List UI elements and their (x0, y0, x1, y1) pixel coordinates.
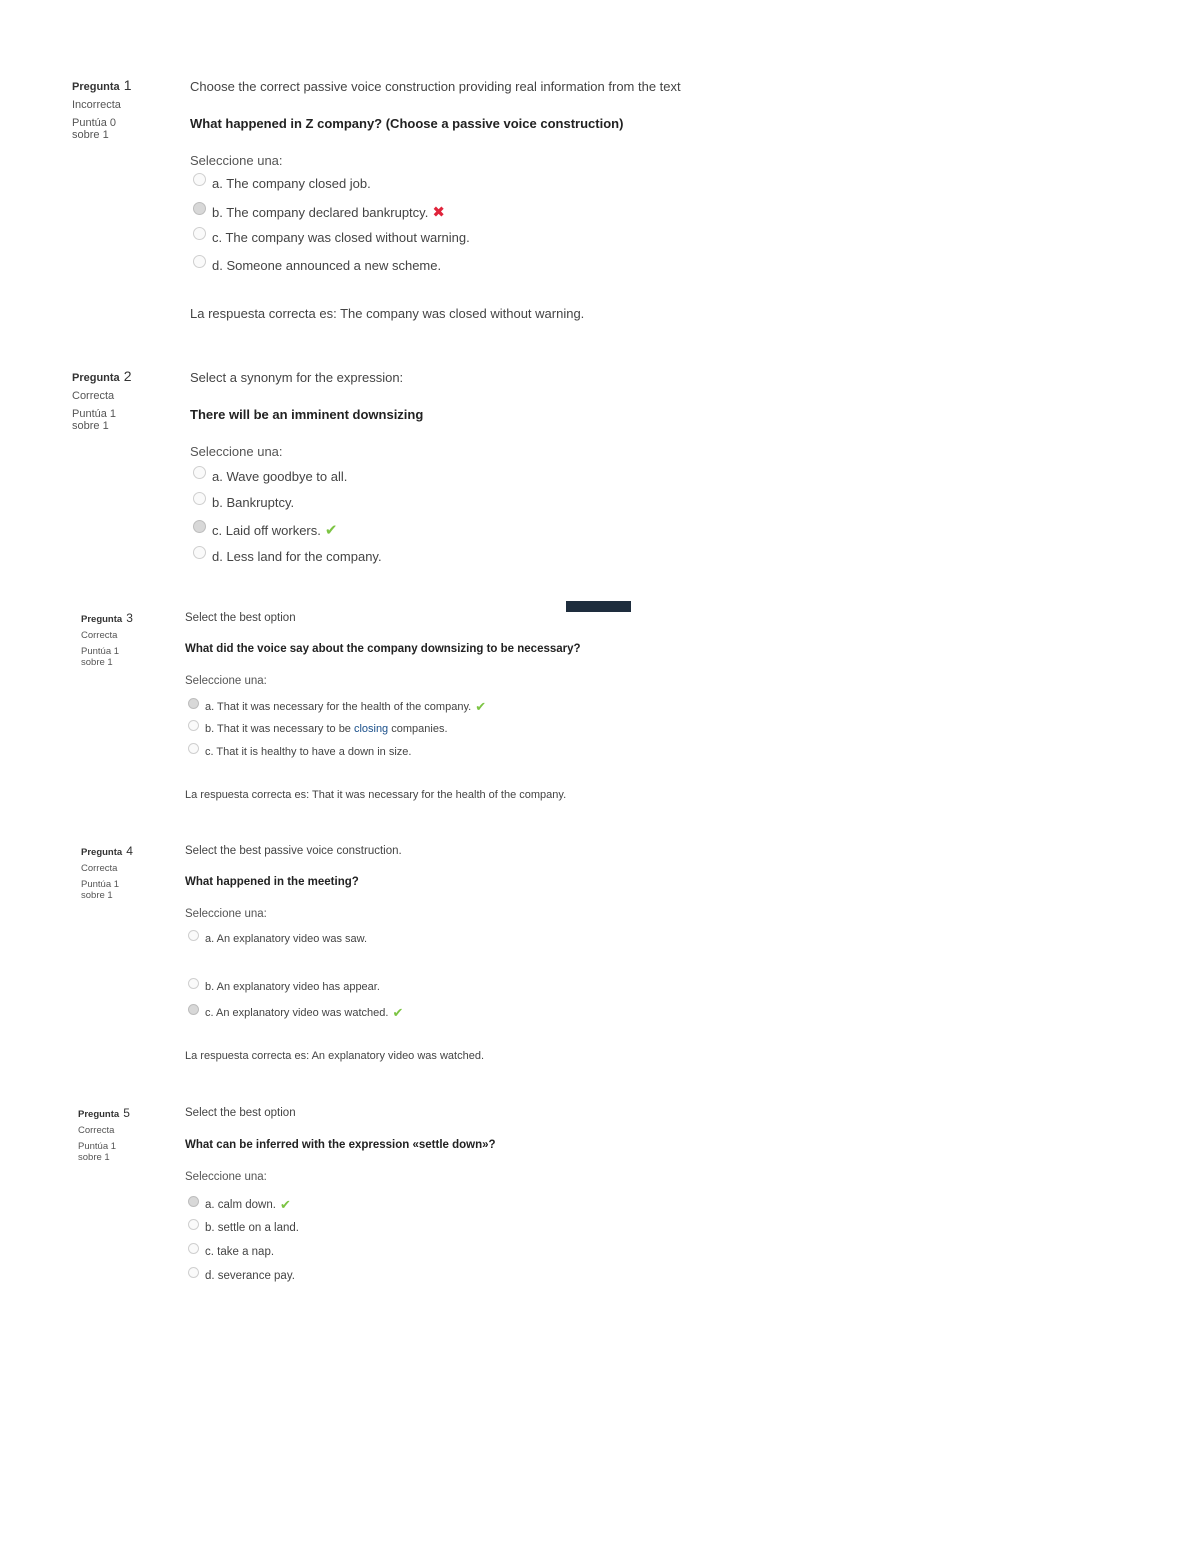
question-info (72, 77, 131, 141)
option-label: a. The company closed job. (212, 176, 371, 191)
correct-icon: ✔ (324, 522, 338, 539)
question-label: Pregunta (72, 372, 120, 384)
question-number (72, 77, 131, 93)
option-label: b. That it was necessary to be (205, 723, 351, 735)
question-label: Pregunta (78, 1109, 120, 1120)
radio-button[interactable] (188, 1243, 199, 1254)
radio-button[interactable] (193, 255, 206, 268)
option-a[interactable] (188, 933, 367, 945)
option-label: a. calm down. (205, 1199, 276, 1211)
question-status: Correcta (72, 390, 115, 402)
option-b[interactable] (188, 723, 448, 735)
question-points: Puntúa 0 sobre 1 (72, 117, 117, 141)
correct-answer-feedback: La respuesta correcta es: An explanatory video was watched. (185, 1050, 485, 1062)
option-label: a. Wave goodbye to all. (212, 469, 348, 484)
correct-icon: ✔ (279, 1197, 291, 1212)
radio-button[interactable] (193, 492, 206, 505)
question-text: What happened in Z company? (Choose a passive voice construction) (190, 116, 624, 131)
question-number (81, 611, 133, 625)
select-label: Seleccione una: (190, 444, 283, 459)
radio-button[interactable] (193, 546, 206, 559)
radio-button[interactable] (193, 173, 206, 186)
question-prompt: Select the best passive voice construction. (185, 845, 402, 857)
option-c[interactable] (188, 746, 411, 758)
option-label: c. take a nap. (205, 1246, 275, 1258)
option-c[interactable] (193, 521, 337, 539)
option-label: a. That it was necessary for the health of the company. (205, 701, 472, 713)
radio-button[interactable] (188, 1219, 199, 1230)
option-a[interactable] (188, 699, 486, 715)
option-c[interactable] (188, 1246, 274, 1258)
option-b[interactable] (188, 1222, 299, 1234)
question-prompt: Select the best option (185, 1107, 296, 1119)
select-label: Seleccione una: (190, 153, 283, 168)
question-num: 2 (123, 368, 132, 384)
radio-button[interactable] (193, 227, 206, 240)
option-label: b. The company declared bankruptcy. (212, 204, 429, 220)
radio-button[interactable] (193, 466, 206, 479)
question-text: What did the voice say about the company downsizing to be necessary? (185, 643, 581, 655)
option-b[interactable] (193, 495, 294, 510)
option-b[interactable] (188, 981, 380, 993)
question-prompt: Select a synonym for the expression: (190, 370, 404, 385)
option-d[interactable] (193, 549, 382, 564)
question-number (72, 368, 131, 384)
question-text: There will be an imminent downsizing (190, 407, 424, 422)
select-label: Seleccione una: (185, 1171, 267, 1183)
option-a[interactable] (193, 469, 347, 484)
question-num: 4 (126, 844, 133, 858)
question-points: Puntúa 1 sobre 1 (81, 646, 120, 668)
radio-button[interactable] (193, 202, 206, 215)
question-label: Pregunta (81, 614, 123, 625)
radio-button[interactable] (188, 978, 199, 989)
question-content (185, 612, 885, 687)
select-label: Seleccione una: (185, 675, 267, 687)
radio-button[interactable] (188, 698, 199, 709)
question-text: What happened in the meeting? (185, 876, 359, 888)
question-points: Puntúa 1 sobre 1 (72, 408, 117, 432)
question-points: Puntúa 1 sobre 1 (78, 1141, 117, 1163)
radio-button[interactable] (188, 1196, 199, 1207)
option-label: d. severance pay. (205, 1270, 295, 1282)
radio-button[interactable] (188, 1004, 199, 1015)
correct-answer-feedback: La respuesta correcta es: The company was closed without warning. (190, 306, 585, 321)
question-status: Correcta (81, 863, 118, 874)
question-info (78, 1106, 130, 1163)
question-num: 3 (126, 611, 133, 625)
option-a[interactable] (188, 1197, 291, 1213)
option-d[interactable] (188, 1270, 295, 1282)
option-c[interactable] (193, 230, 470, 245)
radio-button[interactable] (188, 720, 199, 731)
radio-button[interactable] (188, 743, 199, 754)
option-label: a. An explanatory video was saw. (205, 933, 368, 945)
question-prompt: Select the best option (185, 612, 296, 624)
question-points: Puntúa 1 sobre 1 (81, 879, 120, 901)
question-content (190, 79, 890, 168)
correct-answer-feedback: La respuesta correcta es: That it was necessary for the health of the company. (185, 789, 567, 801)
option-a[interactable] (193, 176, 371, 191)
radio-button[interactable] (188, 1267, 199, 1278)
question-info (81, 611, 133, 668)
incorrect-icon: ✖ (432, 204, 445, 221)
question-number (78, 1106, 130, 1120)
select-label: Seleccione una: (185, 908, 267, 920)
option-label: d. Someone announced a new scheme. (212, 258, 442, 273)
option-label: c. Laid off workers. (212, 522, 321, 538)
option-b[interactable] (193, 203, 445, 221)
option-label: c. That it is healthy to have a down in size. (205, 746, 412, 758)
radio-button[interactable] (193, 520, 206, 533)
correct-icon: ✔ (392, 1005, 404, 1020)
question-content (185, 1107, 885, 1183)
correct-icon: ✔ (475, 699, 487, 714)
option-label: c. The company was closed without warning. (212, 230, 470, 245)
question-num: 1 (123, 77, 132, 93)
question-prompt: Choose the correct passive voice construction providing real information from the text (190, 79, 681, 94)
option-label-tail: companies. (388, 723, 448, 735)
question-status: Correcta (78, 1125, 115, 1136)
question-label: Pregunta (72, 81, 120, 93)
option-label: b. settle on a land. (205, 1222, 299, 1234)
option-label: b. Bankruptcy. (212, 495, 295, 510)
question-content (185, 845, 885, 920)
question-status: Correcta (81, 630, 118, 641)
question-label: Pregunta (81, 847, 123, 858)
glossary-link[interactable]: closing (353, 723, 389, 735)
toolbar-fragment (566, 601, 631, 612)
option-label: d. Less land for the company. (212, 549, 382, 564)
option-d[interactable] (193, 258, 441, 273)
question-content (190, 370, 890, 459)
question-number (81, 844, 133, 858)
option-label: c. An explanatory video was watched. (205, 1007, 389, 1019)
option-label: b. An explanatory video has appear. (205, 981, 380, 993)
question-info (72, 368, 131, 432)
question-num: 5 (123, 1106, 130, 1120)
question-info (81, 844, 133, 901)
question-text: What can be inferred with the expression «settle down»? (185, 1139, 496, 1151)
question-status: Incorrecta (72, 99, 121, 111)
radio-button[interactable] (188, 930, 199, 941)
option-c[interactable] (188, 1005, 403, 1021)
